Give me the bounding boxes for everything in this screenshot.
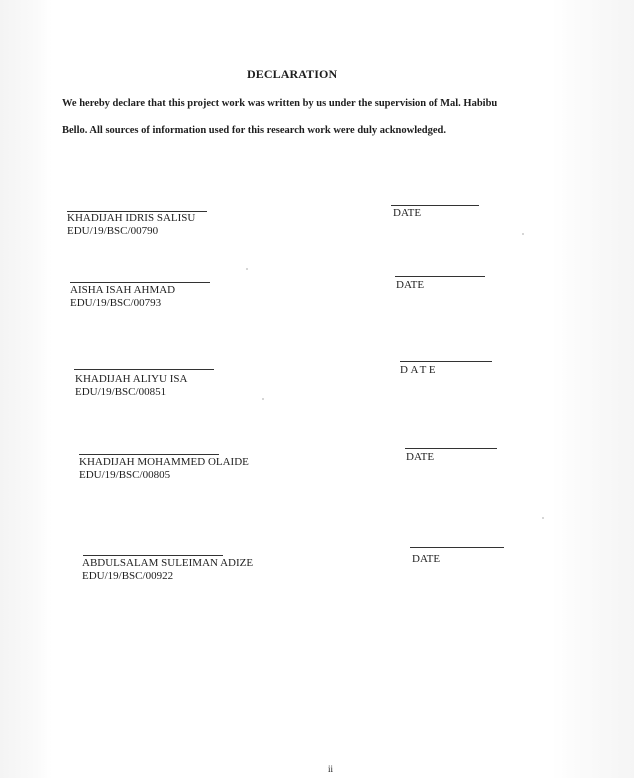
date-label: DATE (412, 553, 441, 565)
date-line (395, 276, 485, 277)
declaration-text-line-2: Bello. All sources of information used for this research work were duly acknowledged. (62, 125, 447, 136)
signatory-block (82, 557, 253, 583)
date-label: DATE (393, 207, 422, 219)
scan-margin-right (552, 0, 634, 778)
date-line (405, 448, 497, 449)
signatory-name: ABDULSALAM SULEIMAN ADIZE (82, 557, 254, 569)
signatory-reg-number: EDU/19/BSC/00793 (70, 297, 162, 309)
signatory-name: KHADIJAH ALIYU ISA (75, 373, 188, 385)
signatory-name: AISHA ISAH AHMAD (70, 284, 176, 296)
scan-margin-left (0, 0, 52, 778)
signature-line (79, 454, 219, 455)
scan-speck (246, 268, 248, 270)
signature-line (74, 369, 214, 370)
date-line (391, 205, 479, 206)
signature-line (70, 282, 210, 283)
scan-speck (542, 517, 544, 519)
page-number: ii (328, 764, 334, 774)
scan-speck (522, 233, 524, 235)
signatory-block (75, 373, 187, 399)
date-line (400, 361, 492, 362)
declaration-text-line-1: We hereby declare that this project work was written by us under the supervision of Mal. Habibu (62, 98, 498, 109)
date-label: DATE (396, 279, 425, 291)
signatory-reg-number: EDU/19/BSC/00922 (82, 570, 174, 582)
declaration-heading: DECLARATION (247, 67, 338, 81)
scan-speck (262, 398, 264, 400)
date-label: DATE (400, 364, 439, 376)
signatory-block (79, 456, 249, 482)
signatory-reg-number: EDU/19/BSC/00790 (67, 225, 159, 237)
signatory-block (70, 284, 175, 310)
signatory-reg-number: EDU/19/BSC/00851 (75, 386, 167, 398)
signatory-name: KHADIJAH MOHAMMED OLAIDE (79, 456, 249, 468)
signature-line (83, 555, 223, 556)
signatory-name: KHADIJAH IDRIS SALISU (67, 212, 196, 224)
signatory-reg-number: EDU/19/BSC/00805 (79, 469, 171, 481)
signatory-block (67, 212, 195, 238)
date-line (410, 547, 504, 548)
date-label: DATE (406, 451, 435, 463)
